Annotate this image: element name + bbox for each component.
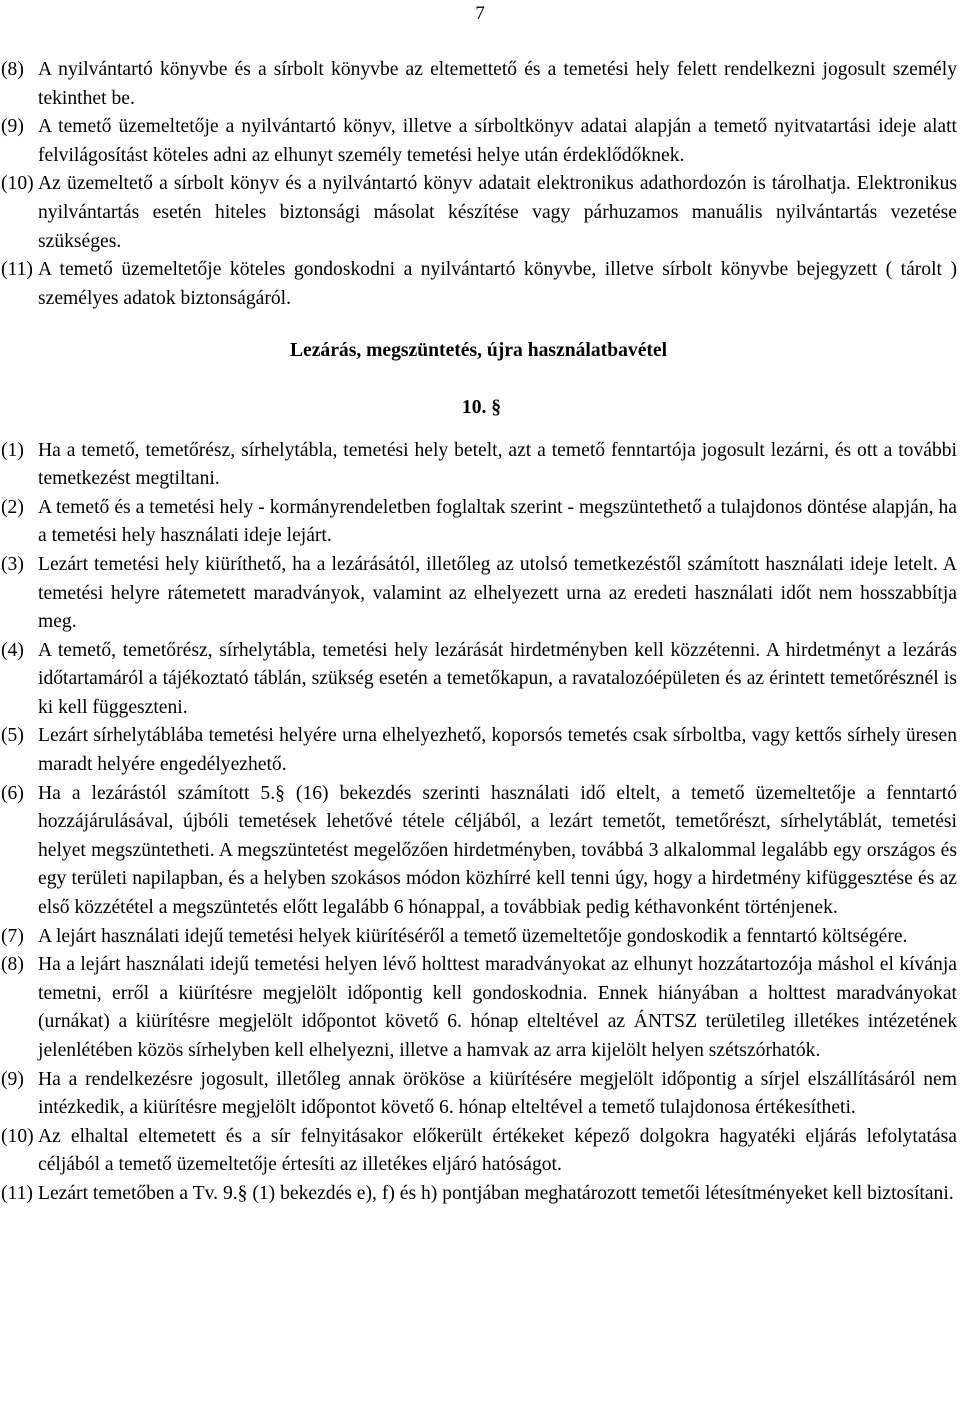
paragraph-number: (2) <box>1 496 24 518</box>
paragraph-text: Ha a lezárástól számított 5.§ (16) bekezdés szerinti használati idő eltelt, a temető üzemeltetője a fenntartó hozzájárulásával, újbóli temetések lehetővé tétele céljából, a lezárt temetőt, temetőrészt, sírhelytáblát, temetési helyet megszüntetheti. A megszüntetést megelőzően hirdetményben, továbbá 3 alkalommal legalább egy országos és egy területi napilapban, és a helyben szokásos módon közhírré kell tenni úgy, hogy a hirdetmény kifüggesztése és az első közzététel a megszüntetés előtt legalább 6 hónappal, a továbbiak pedig kéthavonként történjenek. <box>38 782 957 919</box>
paragraph-number: (7) <box>1 925 24 947</box>
paragraph-text: Ha a temető, temetőrész, sírhelytábla, temetési hely betelt, azt a temető fenntartója jogosult lezárni, és ott a további temetkezést megtiltani. <box>38 439 957 490</box>
paragraph-number: (9) <box>1 116 24 138</box>
paragraph-6 <box>0 780 957 923</box>
paragraph-top-10 <box>0 170 957 256</box>
paragraph-top-8 <box>0 56 957 113</box>
paragraph-number: (9) <box>1 1068 24 1090</box>
paragraph-number: (6) <box>1 782 24 804</box>
paragraph-number: (11) <box>1 1182 33 1204</box>
paragraph-text: A temető üzemeltetője a nyilvántartó könyv, illetve a sírboltkönyv adatai alapján a temető nyitvatartási ideje alatt felvilágosítást köteles adni az elhunyt személy temetési helye után érdeklődőknek. <box>38 116 957 166</box>
paragraph-2 <box>0 494 957 551</box>
paragraph-number: (5) <box>1 725 24 747</box>
paragraph-top-11 <box>0 256 957 313</box>
paragraph-number: (4) <box>1 639 24 661</box>
paragraph-number: (11) <box>1 259 33 281</box>
page-number: 7 <box>475 3 485 24</box>
paragraph-text: A lejárt használati idejű temetési helyek kiürítéséről a temető üzemeltetője gondoskodik a fenntartó költségére. <box>38 925 908 947</box>
paragraph-3 <box>0 551 957 637</box>
paragraph-text: A temető és a temetési hely - kormányrendeletben foglaltak szerint - megszüntethető a tulajdonos döntése alapján, ha a temetési hely használati ideje lejárt. <box>38 496 957 547</box>
paragraph-number: (10) <box>1 1125 34 1147</box>
paragraph-top-9 <box>0 113 957 170</box>
paragraph-7 <box>0 923 957 952</box>
paragraph-text: Az üzemeltető a sírbolt könyv és a nyilvántartó könyv adatait elektronikus adathordozón is tárolhatja. Elektronikus nyilvántartás esetén hiteles biztonsági másolat készítése vagy párhuzamos manuális nyilvántartás vezetése szükséges. <box>38 173 957 252</box>
paragraph-8 <box>0 951 957 1065</box>
paragraph-number: (8) <box>1 59 24 80</box>
paragraph-text: Ha a rendelkezésre jogosult, illetőleg annak örököse a kiürítésére megjelölt időpontig a sírjel elszállításáról nem intézkedik, a kiürítésre megjelölt időpontot követő 6. hónap elteltével a temető tulajdonosa értékesítheti. <box>38 1068 957 1119</box>
paragraph-4 <box>0 637 957 723</box>
paragraph-text: A temető, temetőrész, sírhelytábla, temetési hely lezárását hirdetményben kell közzétenni. A hirdetményt a lezárás időtartamáról a tájékoztató táblán, szükség esetén a temetőkapun, a ravatalozóépületen és az érintett temetőrésznél is ki kell függeszteni. <box>38 639 957 718</box>
paragraph-text: Lezárt temetési hely kiüríthető, ha a lezárásától, illetőleg az utolsó temetkezéstől számított használati ideje letelt. A temetési helyre rátemetett maradványok, valamint az elhelyezett urna az eredeti használati időt nem hosszabbítja meg. <box>38 553 957 633</box>
section-heading: Lezárás, megszüntetés, újra használatbavétel <box>289 340 668 362</box>
paragraph-text: A temető üzemeltetője köteles gondoskodni a nyilvántartó könyvbe, illetve sírbolt könyvbe bejegyzett ( tárolt ) személyes adatok biztonságáról. <box>38 259 957 309</box>
paragraph-10 <box>0 1123 957 1180</box>
document-body <box>0 56 957 1209</box>
paragraph-5 <box>0 722 957 779</box>
paragraph-text: Lezárt sírhelytáblába temetési helyére urna elhelyezhető, koporsós temetés csak sírboltba, vagy kettős sírhely üresen maradt helyére engedélyezhető. <box>38 725 957 776</box>
paragraph-text: Az elhaltal eltemetett és a sír felnyitásakor előkerült értékeket képező dolgokra hagyatéki eljárás lefolytatása céljából a temető üzemeltetője értesíti az illetékes eljáró hatóságot. <box>38 1125 957 1176</box>
paragraph-9 <box>0 1066 957 1123</box>
paragraph-number: (3) <box>1 553 24 575</box>
paragraph-1 <box>0 437 957 494</box>
paragraph-number: (1) <box>1 439 24 461</box>
paragraph-number: (8) <box>1 954 24 976</box>
paragraph-text: A nyilvántartó könyvbe és a sírbolt könyvbe az eltemettető és a temetési hely felett rendelkezni jogosult személy tekinthet be. <box>38 59 957 109</box>
paragraph-text: Ha a lejárt használati idejű temetési helyen lévő holttest maradványokat az elhunyt hozzátartozója máshol el kívánja temetni, erről a kiürítésre megjelölt időpontig kell gondoskodnia. Ennek hiányában a holttest maradványokat (urnákat) a kiürítésre megjelölt időpontot követő 6. hónap elteltével az ÁNTSZ területileg illetékes intézetének jelenlétében közös sírhelyben kell elhelyezni, illetve a hamvak az arra kijelölt helyen szétszórhatók. <box>38 954 957 1061</box>
paragraph-11 <box>0 1180 957 1209</box>
section-number: 10. § <box>461 396 502 418</box>
paragraph-number: (10) <box>1 173 34 195</box>
paragraph-text: Lezárt temetőben a Tv. 9.§ (1) bekezdés e), f) és h) pontjában meghatározott temetői létesítményeket kell biztosítani. <box>38 1182 954 1204</box>
